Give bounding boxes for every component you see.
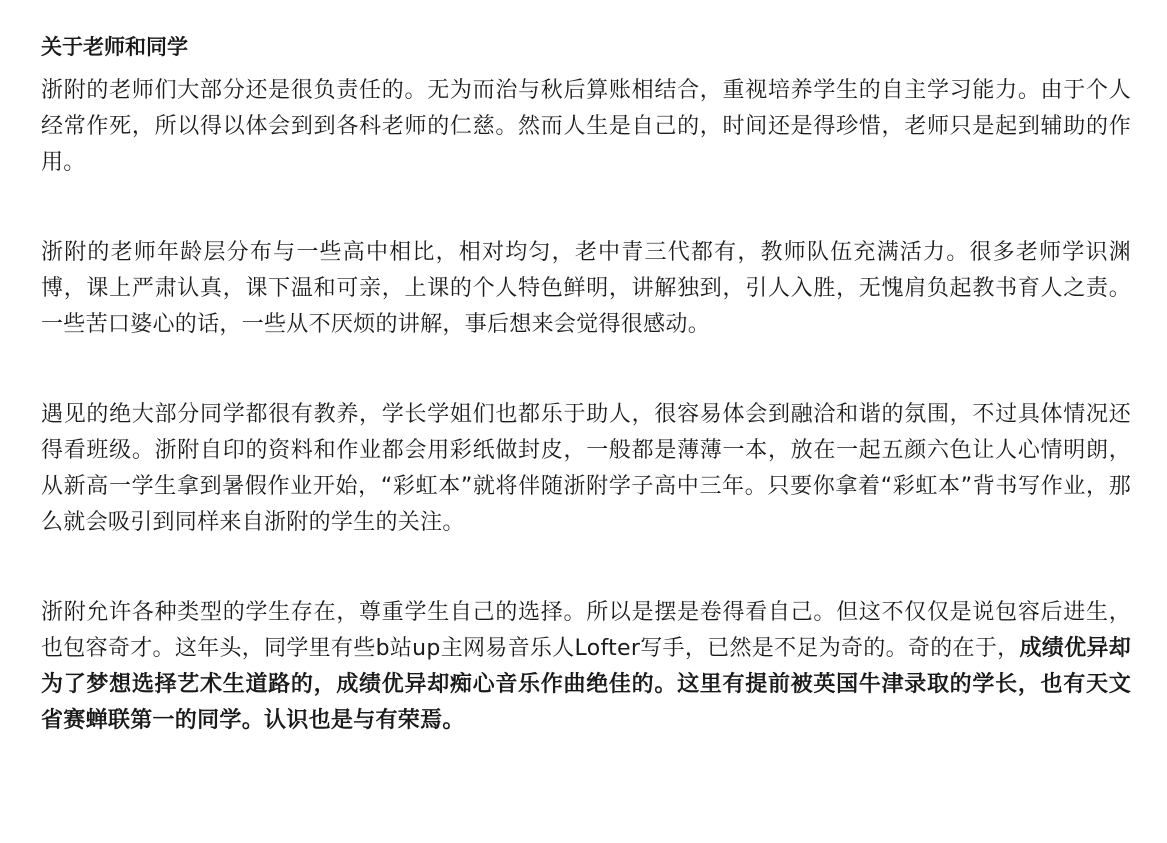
paragraph-diversity-bold: 成绩优异却为了梦想选择艺术生道路的，成绩优异却痴心音乐作曲绝佳的。这里有提前被英国牛津录取的学长，也有天文省赛蝉联第一的同学。认识也是与有荣焉。: [41, 636, 1131, 733]
section-heading: 关于老师和同学: [41, 35, 188, 59]
paragraph-classmates: 遇见的绝大部分同学都很有教养，学长学姐们也都乐于助人，很容易体会到融洽和谐的氛围，不过具体情况还得看班级。浙附自印的资料和作业都会用彩纸做封皮，一般都是薄薄一本，放在一起五颜六色让人心情明朗，从新高一学生拿到暑假作业开始，“彩虹本”就将伴随浙附学子高中三年。只要你拿着“彩虹本”背书写作业，那么就会吸引到同样来自浙附的学生的关注。: [41, 402, 1131, 535]
paragraph-teachers-age: 浙附的老师年龄层分布与一些高中相比，相对均匀，老中青三代都有，教师队伍充满活力。很多老师学识渊博，课上严肃认真，课下温和可亲，上课的个人特色鲜明，讲解独到，引人入胜，无愧肩负起教书育人之责。一些苦口婆心的话，一些从不厌烦的讲解，事后想来会觉得很感动。: [41, 240, 1131, 337]
paragraph-diversity-text: 浙附允许各种类型的学生存在，尊重学生自己的选择。所以是摆是卷得看自己。但这不仅仅是说包容后进生，也包容奇才。这年头，同学里有些b站up主网易音乐人Lofter写手，已然是不足为奇的。奇的在于，: [41, 600, 1131, 661]
paragraph-teachers-responsibility: 浙附的老师们大部分还是很负责任的。无为而治与秋后算账相结合，重视培养学生的自主学习能力。由于个人经常作死，所以得以体会到到各科老师的仁慈。然而人生是自己的，时间还是得珍惜，老师只是起到辅助的作用。: [41, 78, 1131, 175]
paragraph-diversity: [41, 595, 1131, 739]
article: [41, 30, 1131, 793]
